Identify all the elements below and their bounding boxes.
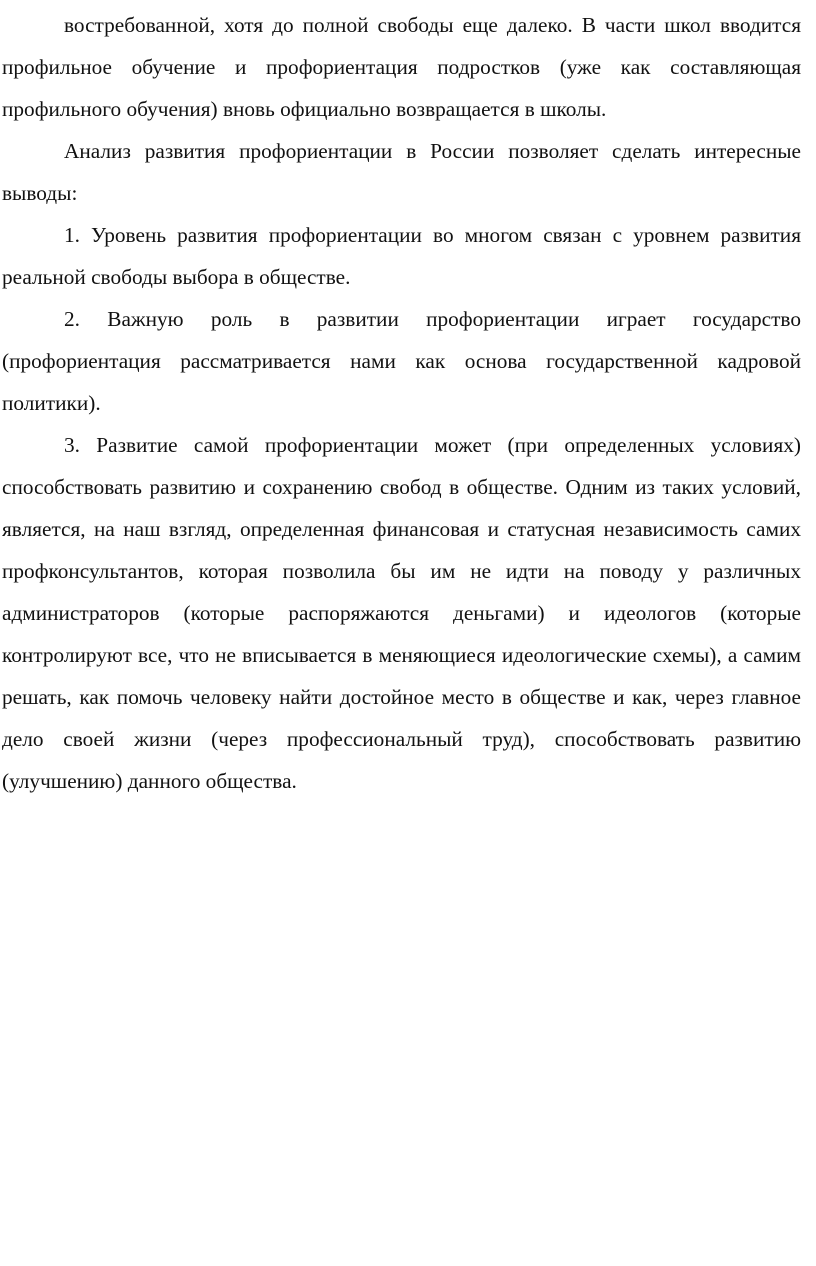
paragraph-analysis-intro: Анализ развития профориентации в России позволяет сделать интересные выводы: <box>2 139 801 205</box>
paragraph-continuation: востребованной, хотя до полной свободы еще далеко. В части школ вводится профильное обучение и профориентация подростков (уже как составляющая профильного обучения) вновь официально возвращается в школы. <box>2 13 801 121</box>
paragraph-conclusion-2: 2. Важную роль в развитии профориентации играет государство (профориентация рассматривается нами как основа государственной кадровой политики). <box>2 307 801 415</box>
document-body <box>2 4 801 802</box>
paragraph-conclusion-1: 1. Уровень развития профориентации во многом связан с уровнем развития реальной свободы выбора в обществе. <box>2 223 801 289</box>
paragraph-conclusion-3: 3. Развитие самой профориентации может (при определенных условиях) способствовать развитию и сохранению свобод в обществе. Одним из таких условий, является, на наш взгляд, определенная финансовая и статусная независимость самих профконсультантов, которая позволила бы им не идти на поводу у различных администраторов (которые распоряжаются деньгами) и идеологов (которые контролируют все, что не вписывается в меняющиеся идеологические схемы), а самим решать, как помочь человеку найти достойное место в обществе и как, через главное дело своей жизни (через профессиональный труд), способствовать развитию (улучшению) данного общества. <box>2 433 801 793</box>
